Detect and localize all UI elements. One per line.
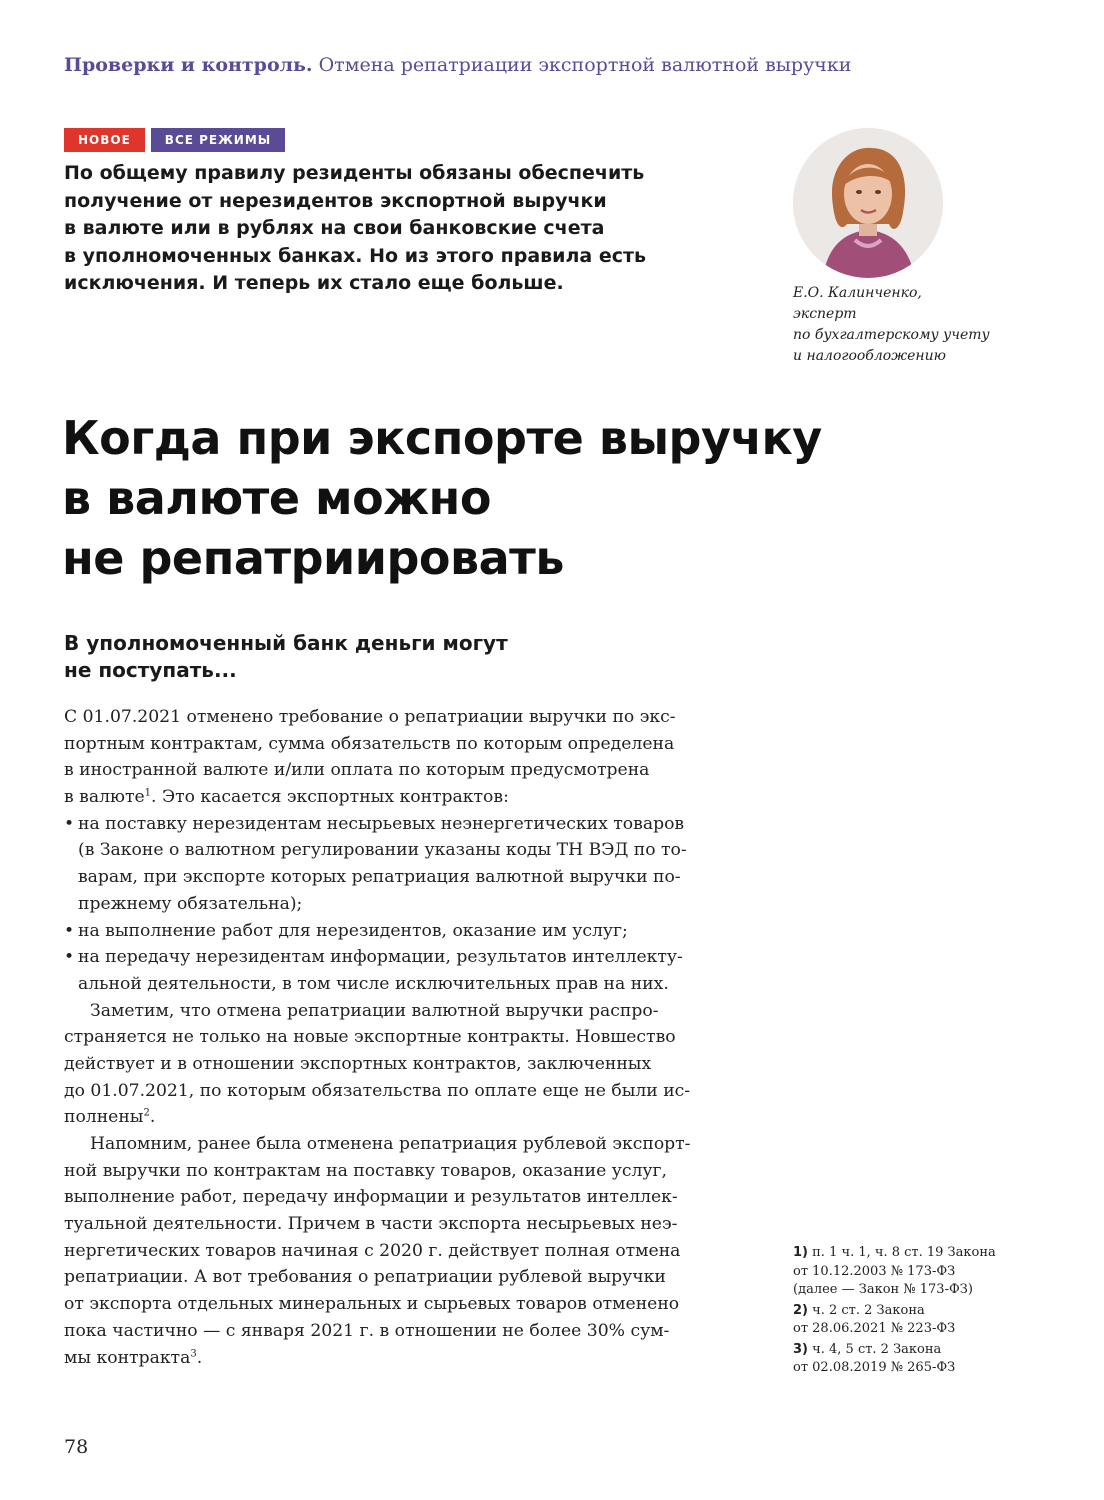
body-line: от экспорта отдельных минеральных и сырьевых товаров отменено — [64, 1294, 680, 1315]
footnote-ref: 2 — [143, 1107, 150, 1119]
footnote-3: 3) ч. 4, 5 ст. 2 Закона от 02.08.2019 № 265-ФЗ — [793, 1341, 956, 1375]
running-head-section: Проверки и контроль. — [64, 54, 313, 76]
body-line: страняется не только на новые экспортные контракты. Новшество — [64, 1027, 676, 1048]
author-role: по бухгалтерскому учету — [793, 327, 990, 343]
body-line: действует и в отношении экспортных контрактов, заключенных — [64, 1053, 652, 1074]
lead-line: получение от нерезидентов экспортной выручки — [64, 189, 607, 212]
section-subheading — [64, 630, 704, 684]
body-line: С 01.07.2021 отменено требование о репатриации выручки по экс- — [64, 707, 676, 727]
footnote-ref: 1 — [144, 787, 152, 799]
headline-line: Когда при экспорте выручку — [62, 411, 822, 465]
lead-paragraph — [64, 160, 704, 298]
body-line: до 01.07.2021, по которым обязательства по оплате еще не были ис- — [64, 1080, 691, 1101]
body-line: пока частично — с января 2021 г. в отношении не более 30% сум- — [64, 1320, 670, 1341]
author-role: эксперт — [793, 306, 857, 322]
running-head-topic: Отмена репатриации экспортной валютной выручки — [318, 54, 852, 76]
body-line: варам, при экспорте которых репатриация валютной выручки по- — [78, 867, 681, 888]
author-photo — [793, 128, 943, 278]
lead-line: в уполномоченных банках. Но из этого правила есть — [64, 244, 647, 267]
body-line: альной деятельности, в том числе исключительных прав на них. — [78, 973, 669, 994]
body-line: репатриации. А вот требования о репатриации рублевой выручки — [64, 1267, 666, 1288]
author-caption — [793, 283, 1013, 367]
article-body — [64, 704, 742, 1371]
tag-all-regimes: ВСЕ РЕЖИМЫ — [151, 128, 285, 152]
bullet-item: • на поставку нерезидентам несырьевых неэнергетических товаров — [64, 811, 742, 838]
author-name: Е.О. Калинченко, — [793, 285, 922, 301]
bullet-item: • на передачу нерезидентам информации, результатов интеллекту- — [64, 944, 742, 971]
tag-group — [64, 128, 285, 152]
body-line: Напомним, ранее была отменена репатриация рублевой экспорт- — [90, 1134, 691, 1154]
body-line: портным контрактам, сумма обязательств по которым определена — [64, 733, 675, 754]
lead-line: исключения. И теперь их стало еще больше. — [64, 272, 564, 294]
body-line: нергетических товаров начиная с 2020 г. действует полная отмена — [64, 1240, 681, 1261]
lead-line: в валюте или в рублях на свои банковские счета — [64, 217, 605, 239]
footnote-ref: 3 — [190, 1347, 197, 1359]
tag-new: НОВОЕ — [64, 128, 145, 152]
headline-line: не репатриировать — [62, 531, 564, 585]
body-line: ной выручки по контрактам на поставку товаров, оказание услуг, — [64, 1160, 667, 1181]
body-line: мы контракта$^3$. — [64, 1347, 203, 1368]
author-role: и налогообложению — [793, 348, 946, 364]
subhead-line: не поступать... — [64, 658, 237, 682]
footnotes — [793, 1244, 1033, 1380]
body-line: прежнему обязательна); — [78, 893, 303, 914]
body-line: выполнение работ, передачу информации и результатов интеллек- — [64, 1187, 678, 1208]
running-head — [64, 54, 1044, 76]
article-headline — [62, 408, 962, 588]
headline-line: в валюте можно — [62, 471, 491, 525]
body-line: (в Законе о валютном регулировании указаны коды ТН ВЭД по то- — [78, 840, 687, 861]
body-line: в иностранной валюте и/или оплата по которым предусмотрена — [64, 760, 650, 781]
bullet-item: • на выполнение работ для нерезидентов, оказание им услуг; — [64, 918, 742, 945]
footnote-2: 2) ч. 2 ст. 2 Закона от 28.06.2021 № 223-ФЗ — [793, 1302, 956, 1336]
subhead-line: В уполномоченный банк деньги могут — [64, 631, 508, 655]
body-line: полнены$^2$. — [64, 1107, 156, 1128]
body-line: туальной деятельности. Причем в части экспорта несырьевых неэ- — [64, 1214, 678, 1235]
footnote-1: 1) п. 1 ч. 1, ч. 8 ст. 19 Закона от 10.12.2003 № 173-ФЗ (далее — Закон № 173-ФЗ) — [793, 1245, 996, 1297]
body-line: в валюте$^1$. Это касается экспортных контрактов: — [64, 787, 509, 808]
page-number: 78 — [64, 1436, 89, 1458]
lead-line: По общему правилу резиденты обязаны обеспечить — [64, 162, 645, 184]
author-portrait-image — [793, 128, 943, 278]
body-line: Заметим, что отмена репатриации валютной выручки распро- — [90, 1000, 659, 1021]
